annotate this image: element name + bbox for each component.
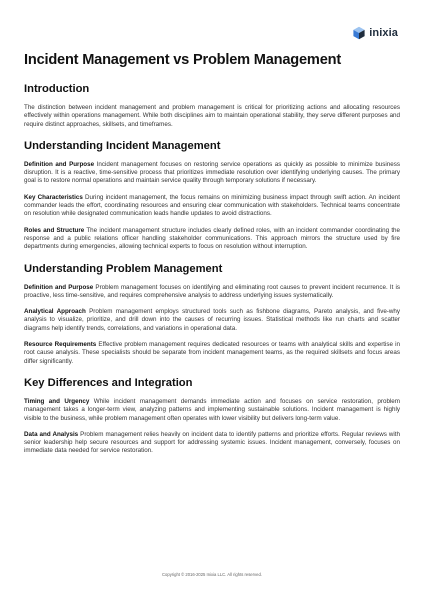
paragraph-label: Definition and Purpose [24,160,95,168]
intro-paragraph: The distinction between incident management and problem management is critical for prioritizing actions and allocating resources effectively within operations management. While both disciplines aim to maintain operational stability, they serve different purposes and require distinct approaches, skillsets, and timeframes. [24,104,400,128]
incident-paragraph [24,227,400,252]
paragraph-label: Analytical Approach [24,308,86,316]
paragraph-text: Problem management employs structured tools such as fishbone diagrams, Pareto analysis, and five-why analysis to visualize, prioritize, and drill down into the causes of recurring issues. Statistical methods like run charts and scatter diagrams help identify trends, correlations, and variations in operational data. [24,308,401,332]
paragraph-label: Timing and Urgency [24,397,90,405]
paragraph-text: While incident management demands immediate action and focuses on service restoration, problem management takes a longer-term view, analyzing patterns and implementing sustainable solutions. Incident management is highly visible to the business, while problem management often operates with lower visibility but delivers long-term value. [24,397,400,422]
problem-paragraph [24,284,400,301]
problem-paragraph [24,341,400,366]
incident-paragraph [24,194,400,219]
paragraph-label: Roles and Structure [24,226,85,234]
paragraph-text: Problem management focuses on identifying and eliminating root causes to prevent incident recurrence. It is proactive, less time-sensitive, and requires comprehensive analysis to address underlying issues systematically. [24,283,401,299]
section-heading-incident: Understanding Incident Management [24,139,221,152]
paragraph-label: Definition and Purpose [24,283,94,291]
differences-paragraph [24,398,400,423]
document-title: Incident Management vs Problem Management [24,52,341,68]
differences-paragraph [24,431,400,456]
section-heading-introduction: Introduction [24,83,90,95]
brand-logo [352,26,398,40]
paragraph-label: Resource Requirements [24,341,97,349]
paragraph-label: Data and Analysis [24,430,79,438]
paragraph-text: During incident management, the focus remains on minimizing business impact through swift action. An incident commander leads the effort, coordinating resources and ensuring clear communication with stakeholders. Technical teams concentrate on resolution while designated communication leads handle updates to avoid distractions. [24,193,400,218]
paragraph-text: Problem management relies heavily on incident data to identify patterns and prioritize efforts. Regular reviews with senior leadership help secure resources and support for addressing systemic issues. Incident management, conversely, focuses on immediate data needed for service restoration. [24,430,400,455]
paragraph-text: Incident management focuses on restoring service operations as quickly as possible to minimize business disruption. It is a reactive, time-sensitive process that prioritizes immediate resolution over identifying underlying causes. The primary goal is to restore normal operations and maintain service quality through temporary solutions if necessary. [24,160,400,185]
paragraph-text: Effective problem management requires dedicated resources or teams with analytical skills and expertise in root cause analysis. These specialists should be separate from incident management teams, as the required skillsets and focus areas differ significantly. [24,341,401,365]
section-heading-problem: Understanding Problem Management [24,262,223,275]
problem-paragraph [24,308,400,333]
incident-paragraph [24,161,400,186]
paragraph-text: The incident management structure includes clearly defined roles, with an incident commander coordinating the response and a public relations officer handling stakeholder communications. This approach mirrors the structure used by fire departments during emergencies, allowing technical experts to focus on resolution without interruption. [24,226,401,251]
paragraph-label: Key Characteristics [24,193,83,201]
footer-copyright: Copyright © 2016-2025 Inixia LLC. All rights reserved. [162,572,262,577]
section-heading-differences: Key Differences and Integration [24,376,193,389]
brand-name: inixia [369,27,398,39]
cube-logo-icon [352,26,366,40]
document-content [24,52,400,456]
